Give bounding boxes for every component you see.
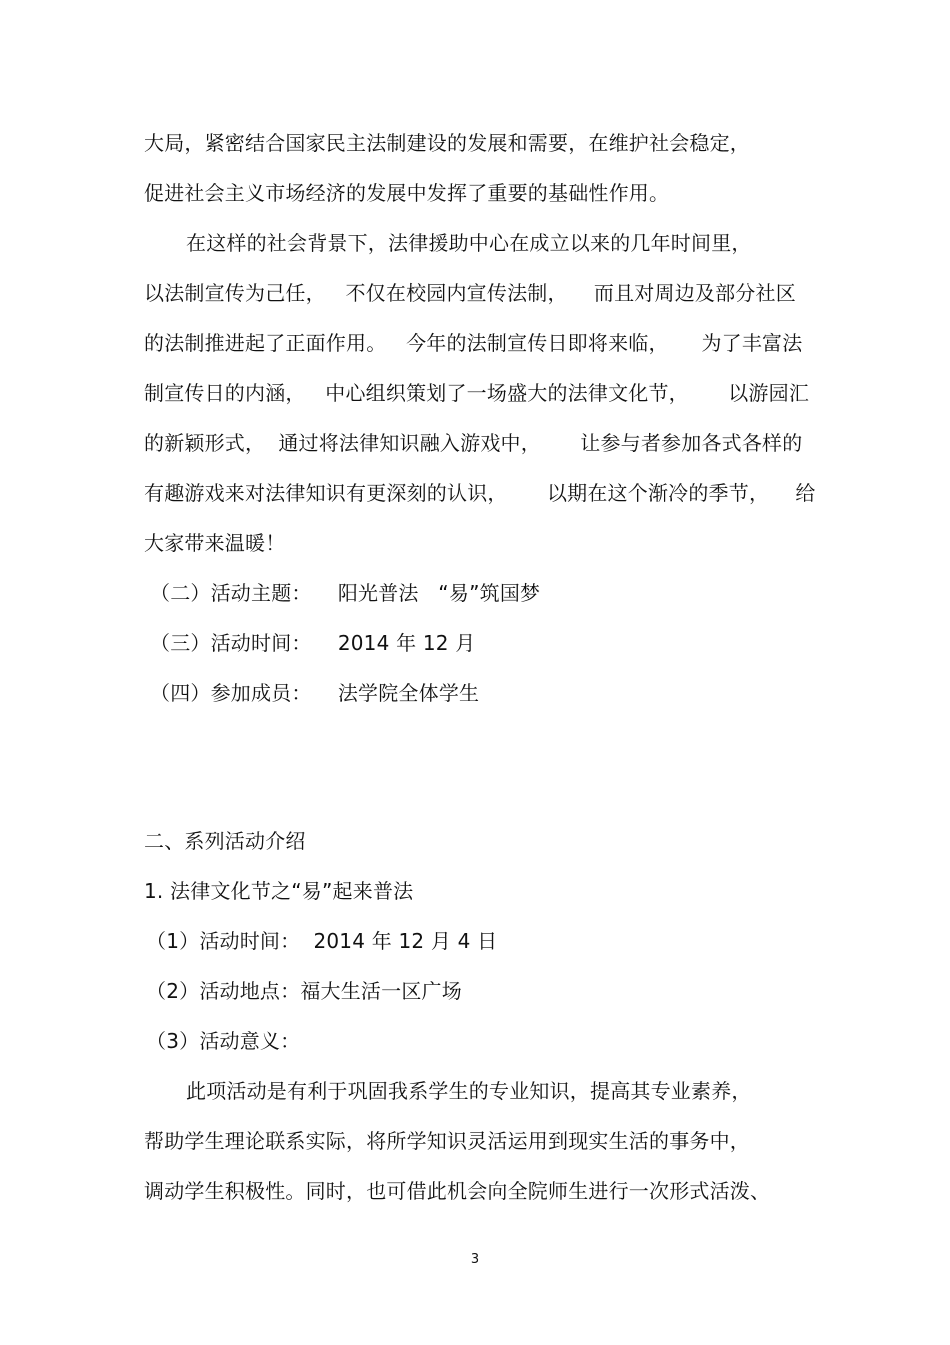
paragraph-line-2: 促进社会主义市场经济的发展中发挥了重要的基础性作用。	[144, 181, 670, 205]
paragraph-line-9: 大家带来温暖！	[144, 531, 286, 555]
paragraph-line-10: 此项活动是有利于巩固我系学生的专业知识，提高其专业素养，	[186, 1079, 752, 1103]
paragraph-line-8: 有趣游戏来对法律知识有更深刻的认识， 以期在这个渐冷的季节， 给	[144, 481, 816, 505]
section-heading: 二、系列活动介绍	[144, 829, 306, 853]
event-location: （2）活动地点：福大生活一区广场	[146, 979, 462, 1003]
event-significance-label: （3）活动意义：	[146, 1029, 301, 1053]
subsection-heading: 1. 法律文化节之“易”起来普法	[144, 879, 414, 903]
paragraph-line-7: 的新颖形式， 通过将法律知识融入游戏中， 让参与者参加各式各样的	[144, 431, 803, 455]
paragraph-line-1: 大局，紧密结合国家民主法制建设的发展和需要，在维护社会稳定，	[144, 131, 750, 155]
paragraph-line-5: 的法制推进起了正面作用。 今年的法制宣传日即将来临， 为了丰富法	[144, 331, 803, 355]
paragraph-line-3: 在这样的社会背景下，法律援助中心在成立以来的几年时间里，	[186, 231, 752, 255]
paragraph-line-4: 以法制宣传为己任， 不仅在校园内宣传法制， 而且对周边及部分社区	[144, 281, 796, 305]
event-time: （1）活动时间： 2014 年 12 月 4 日	[146, 929, 498, 953]
paragraph-line-6: 制宣传日的内涵， 中心组织策划了一场盛大的法律文化节， 以游园汇	[144, 381, 810, 405]
paragraph-line-12: 调动学生积极性。同时，也可借此机会向全院师生进行一次形式活泼、	[144, 1179, 771, 1203]
activity-time: （三）活动时间： 2014 年 12 月	[150, 631, 476, 655]
activity-theme: （二）活动主题： 阳光普法 “易”筑国梦	[150, 581, 541, 605]
paragraph-line-11: 帮助学生理论联系实际，将所学知识灵活运用到现实生活的事务中，	[144, 1129, 750, 1153]
participants: （四）参加成员： 法学院全体学生	[150, 681, 480, 705]
page-number: 3	[470, 1252, 480, 1267]
